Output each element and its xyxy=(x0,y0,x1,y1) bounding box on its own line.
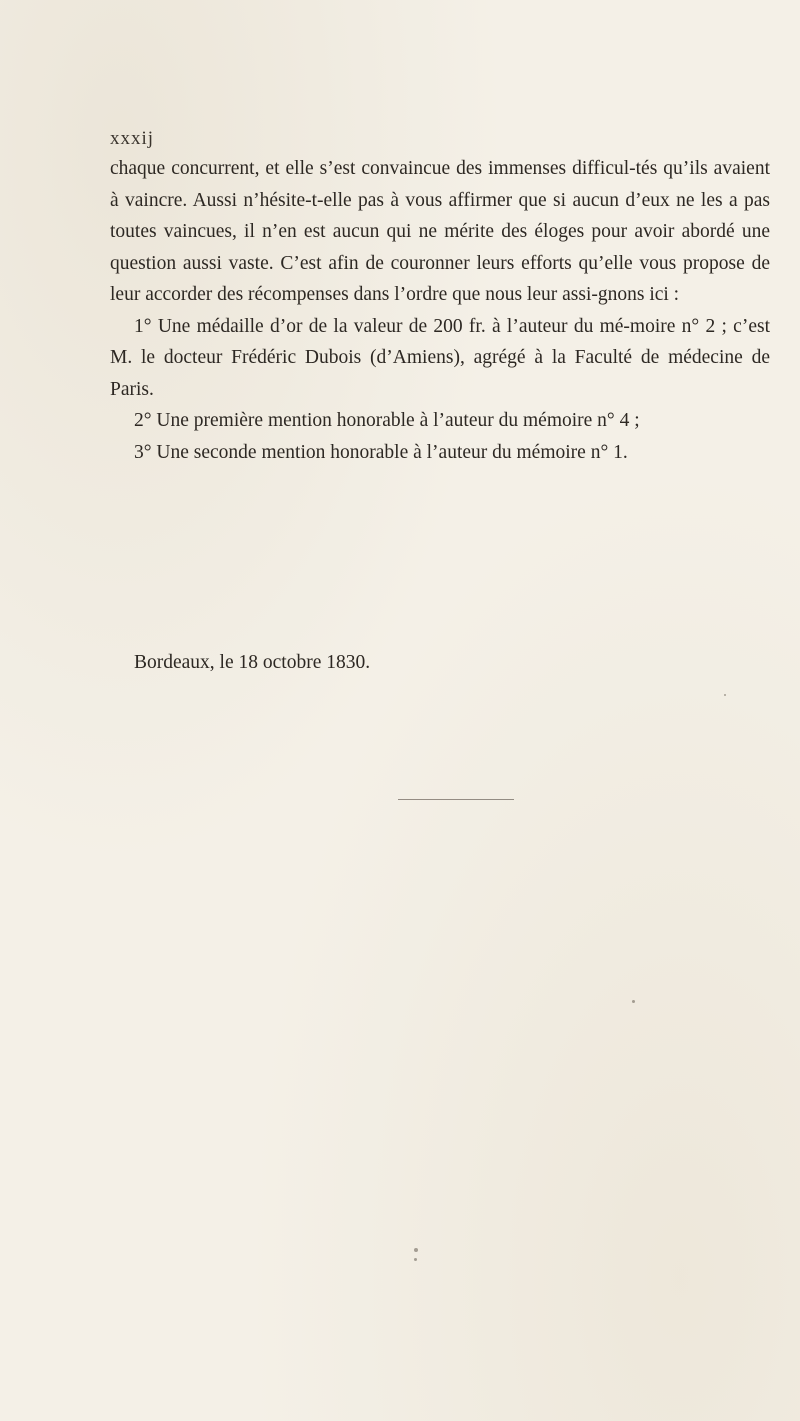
paragraph-award-3: 3° Une seconde mention honorable à l’auteur du mémoire n° 1. xyxy=(134,441,628,463)
body-text xyxy=(110,153,770,468)
ink-speck xyxy=(414,1258,417,1261)
horizontal-rule xyxy=(398,799,514,800)
ink-speck xyxy=(632,1000,635,1003)
ink-speck xyxy=(414,1248,418,1252)
date-signature-line: Bordeaux, le 18 octobre 1830. xyxy=(134,652,371,673)
paragraph-intro: chaque concurrent, et elle s’est convaincue des immenses difficul-tés qu’ils avaient à vaincre. Aussi n’hésite-t-elle pas à vous affirmer que si aucun d’eux ne les a pas toutes vaincues, il n’en est aucun qui ne mérite des éloges pour avoir abordé une question aussi vaste. C’est afin de couronner leurs efforts qu’elle vous propose de leur accorder des récompenses dans l’ordre que nous leur assi-gnons ici : xyxy=(110,158,770,305)
ink-speck xyxy=(724,694,726,696)
page-number: xxxij xyxy=(110,128,155,149)
paragraph-award-2: 2° Une première mention honorable à l’auteur du mémoire n° 4 ; xyxy=(134,410,640,431)
paragraph-award-1: 1° Une médaille d’or de la valeur de 200 fr. à l’auteur du mé-moire n° 2 ; c’est M. le docteur Frédéric Dubois (d’Amiens), agrégé à la Faculté de médecine de Paris. xyxy=(110,315,770,400)
